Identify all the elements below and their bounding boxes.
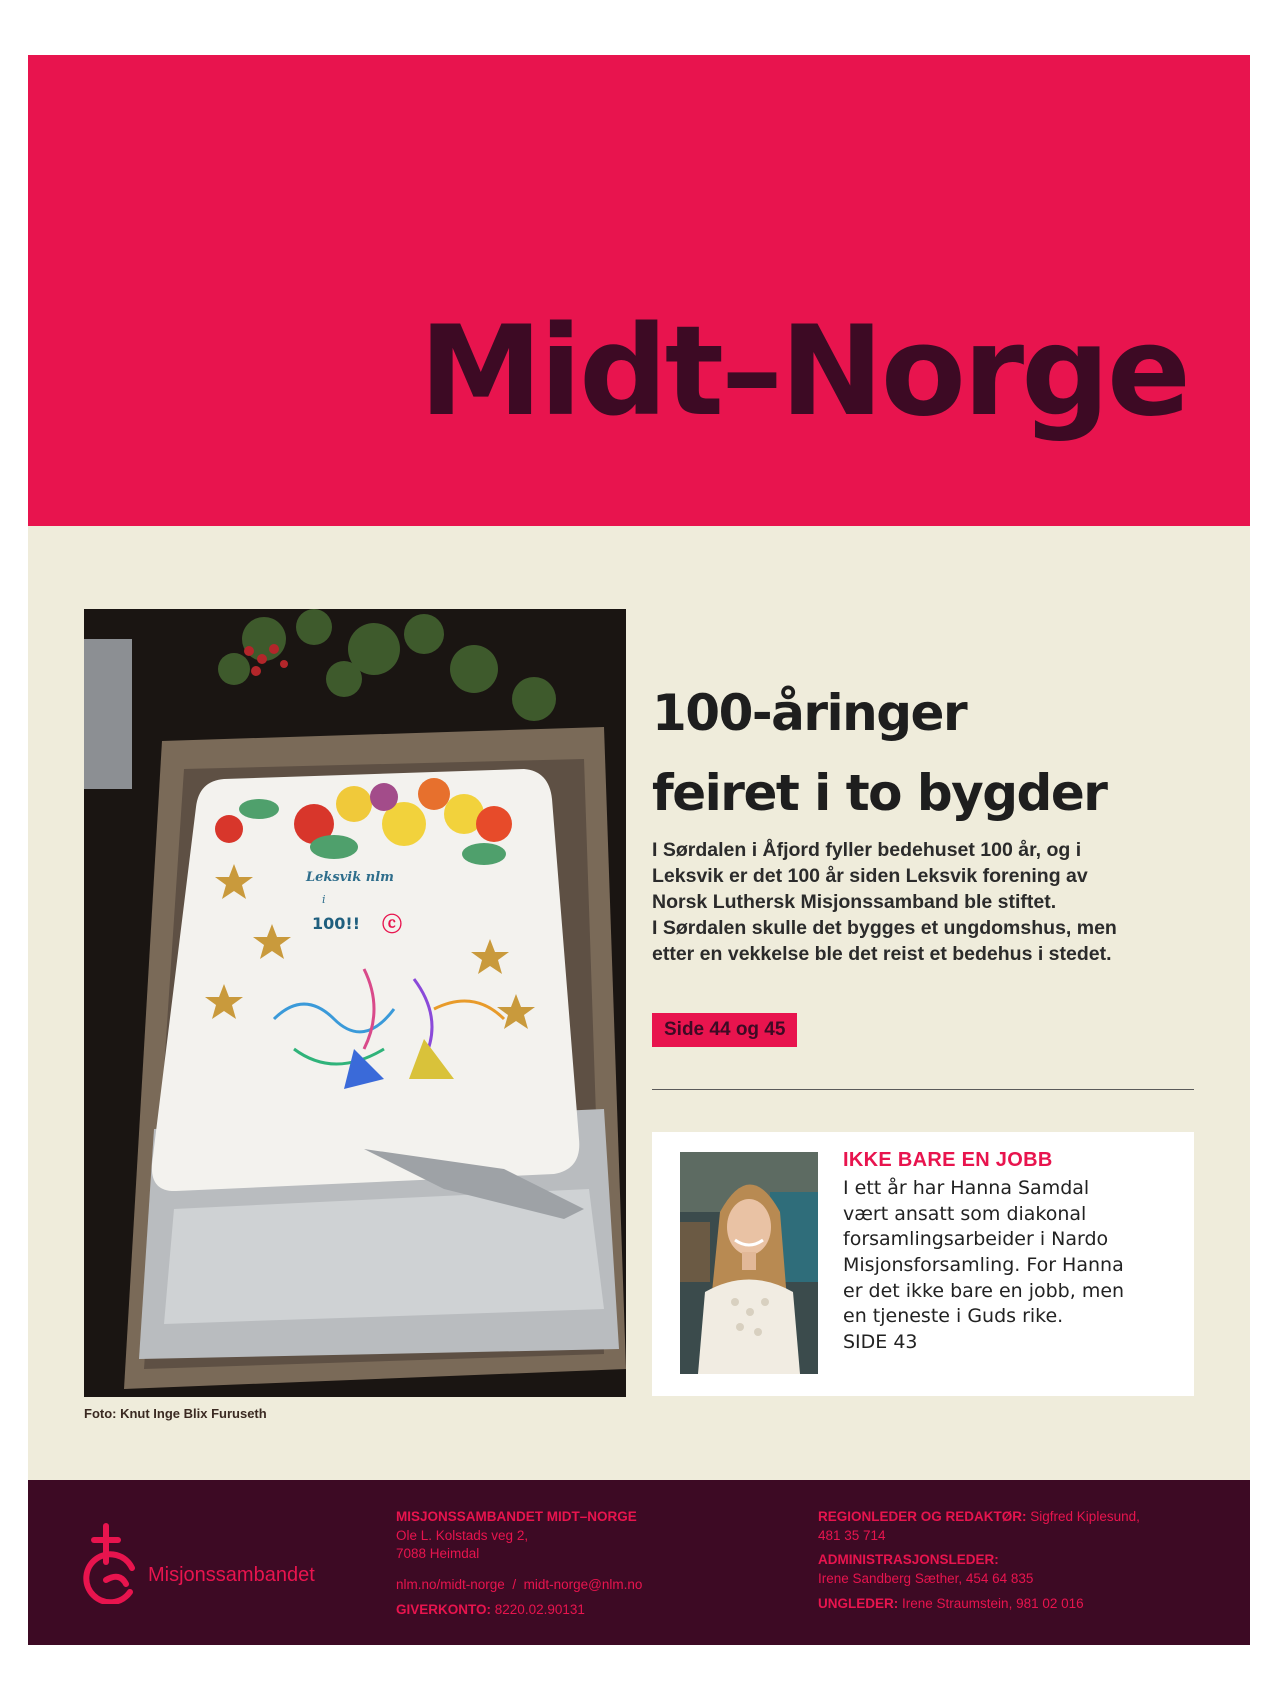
teaser-text-line: Misjonsforsamling. For Hanna	[843, 1253, 1124, 1276]
article-lead-line: I Sørdalen skulle det bygges et ungdomshus, men	[652, 916, 1117, 939]
article-lead-line: Norsk Luthersk Misjonssamband ble stiftet.	[652, 890, 1057, 913]
teaser-text-line: I ett år har Hanna Samdal	[843, 1177, 1090, 1199]
giro-value: 8220.02.90131	[494, 1601, 585, 1617]
article-title-line: feiret i to bygder	[652, 764, 1107, 822]
section-title: Midt–Norge	[419, 300, 1188, 444]
article-lead	[652, 838, 1212, 968]
regional-leader-phone: 481 35 714	[818, 1527, 886, 1543]
youth-leader-value: Irene Straumstein, 981 02 016	[902, 1595, 1084, 1611]
cake-text-2: i	[322, 893, 326, 906]
page	[28, 55, 1250, 1645]
cake-text-3: 100!!	[312, 914, 360, 933]
article-lead-line: etter en vekkelse ble det reist et bedehus i stedet.	[652, 942, 1112, 965]
nlm-cross-logo-icon	[80, 1522, 140, 1604]
admin-leader-value: Irene Sandberg Sæther, 454 64 835	[818, 1570, 1034, 1586]
cake-text-1: Leksvik nlm	[306, 870, 394, 885]
article-title-line: 100-åringer	[652, 684, 967, 742]
address-line: 7088 Heimdal	[396, 1546, 480, 1562]
giro-label: GIVERKONTO:	[396, 1601, 492, 1617]
article-title	[652, 673, 1212, 833]
svg-text:ⓒ: ⓒ	[382, 912, 402, 936]
teaser-text-line: forsamlingsarbeider i Nardo	[843, 1228, 1109, 1251]
article-lead-line: Leksvik er det 100 år siden Leksvik forening av	[652, 864, 1088, 887]
org-name: MISJONSSAMBANDET MIDT–NORGE	[396, 1509, 637, 1524]
regional-leader-name: Sigfred Kiplesund,	[1030, 1509, 1140, 1524]
page-reference-badge: Side 44 og 45	[652, 1013, 797, 1047]
logo-text: Misjonssambandet	[148, 1564, 315, 1586]
footer	[28, 1480, 1250, 1645]
teaser-box	[652, 1132, 1194, 1396]
photo-credit: Foto: Knut Inge Blix Furuseth	[84, 1406, 267, 1421]
email-link[interactable]: midt-norge@nlm.no	[523, 1576, 643, 1592]
divider	[652, 1089, 1194, 1090]
teaser-text-line: er det ikke bare en jobb, men	[843, 1279, 1125, 1302]
article-lead-line: I Sørdalen i Åfjord fyller bedehuset 100 år, og i	[652, 839, 1082, 861]
youth-leader-label: UNGLEDER:	[818, 1595, 899, 1611]
portrait-photo	[680, 1152, 818, 1374]
website-link[interactable]: nlm.no/midt-norge	[396, 1576, 505, 1592]
teaser-text-line: vært ansatt som diakonal	[843, 1202, 1087, 1225]
admin-leader-label: ADMINISTRASJONSLEDER:	[818, 1552, 999, 1568]
teaser-text	[843, 1176, 1178, 1355]
teaser-page-reference: SIDE 43	[843, 1330, 918, 1353]
footer-contact	[396, 1508, 756, 1619]
regional-leader-label: REGIONLEDER OG REDAKTØR:	[818, 1509, 1027, 1524]
teaser-text-line: en tjeneste i Guds rike.	[843, 1305, 1064, 1328]
masthead	[28, 55, 1250, 526]
teaser-heading: IKKE BARE EN JOBB	[843, 1149, 1053, 1171]
footer-staff	[818, 1508, 1228, 1613]
cake-photo	[84, 609, 626, 1397]
address-line: Ole L. Kolstads veg 2,	[396, 1527, 529, 1543]
link-separator: /	[512, 1576, 517, 1592]
